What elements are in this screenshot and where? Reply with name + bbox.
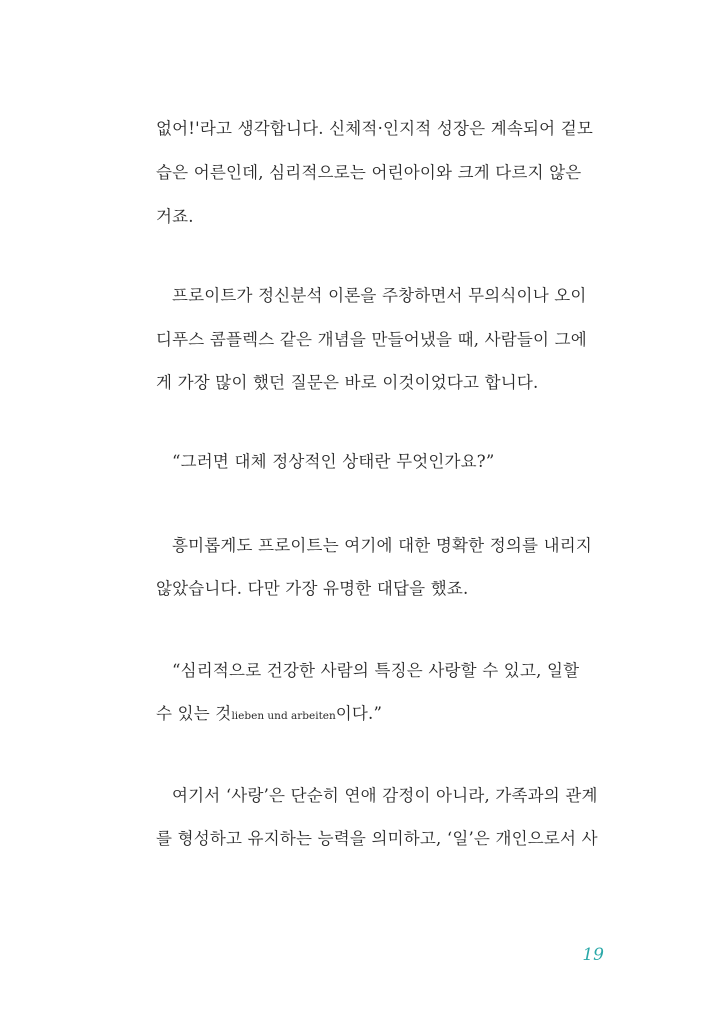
body-text-line: 프로이트가 정신분석 이론을 주창하면서 무의식이나 오이 (172, 286, 587, 305)
quote-line: “그러면 대체 정상적인 상태란 무엇인가요?” (172, 452, 495, 471)
german-annotation: lieben und arbeiten (231, 710, 336, 722)
body-text-line: 거죠. (156, 207, 194, 226)
body-text-line: 게 가장 많이 했던 질문은 바로 이것이었다고 합니다. (156, 373, 539, 392)
body-text-line: 습은 어른인데, 심리적으로는 어린아이와 크게 다르지 않은 (156, 163, 582, 182)
page-number: 19 (582, 945, 604, 965)
body-text-line: 없어!'라고 생각합니다. 신체적·인지적 성장은 계속되어 겉모 (156, 119, 594, 138)
body-text-line: 않았습니다. 다만 가장 유명한 대답을 했죠. (156, 579, 469, 598)
quote-line (156, 703, 606, 727)
body-text-line: 여기서 ‘사랑’은 단순히 연애 감정이 아니라, 가족과의 관계 (172, 786, 598, 805)
body-text-line: 를 형성하고 유지하는 능력을 의미하고, ‘일’은 개인으로서 사 (156, 829, 598, 848)
quote-text: 이다.” (335, 704, 383, 723)
body-text-line: 디푸스 콤플렉스 같은 개념을 만들어냈을 때, 사람들이 그에 (156, 330, 587, 349)
quote-line: “심리적으로 건강한 사람의 특징은 사랑할 수 있고, 일할 (172, 661, 580, 680)
body-text-line: 흥미롭게도 프로이트는 여기에 대한 명확한 정의를 내리지 (172, 536, 593, 555)
quote-text: 수 있는 것 (156, 704, 232, 723)
